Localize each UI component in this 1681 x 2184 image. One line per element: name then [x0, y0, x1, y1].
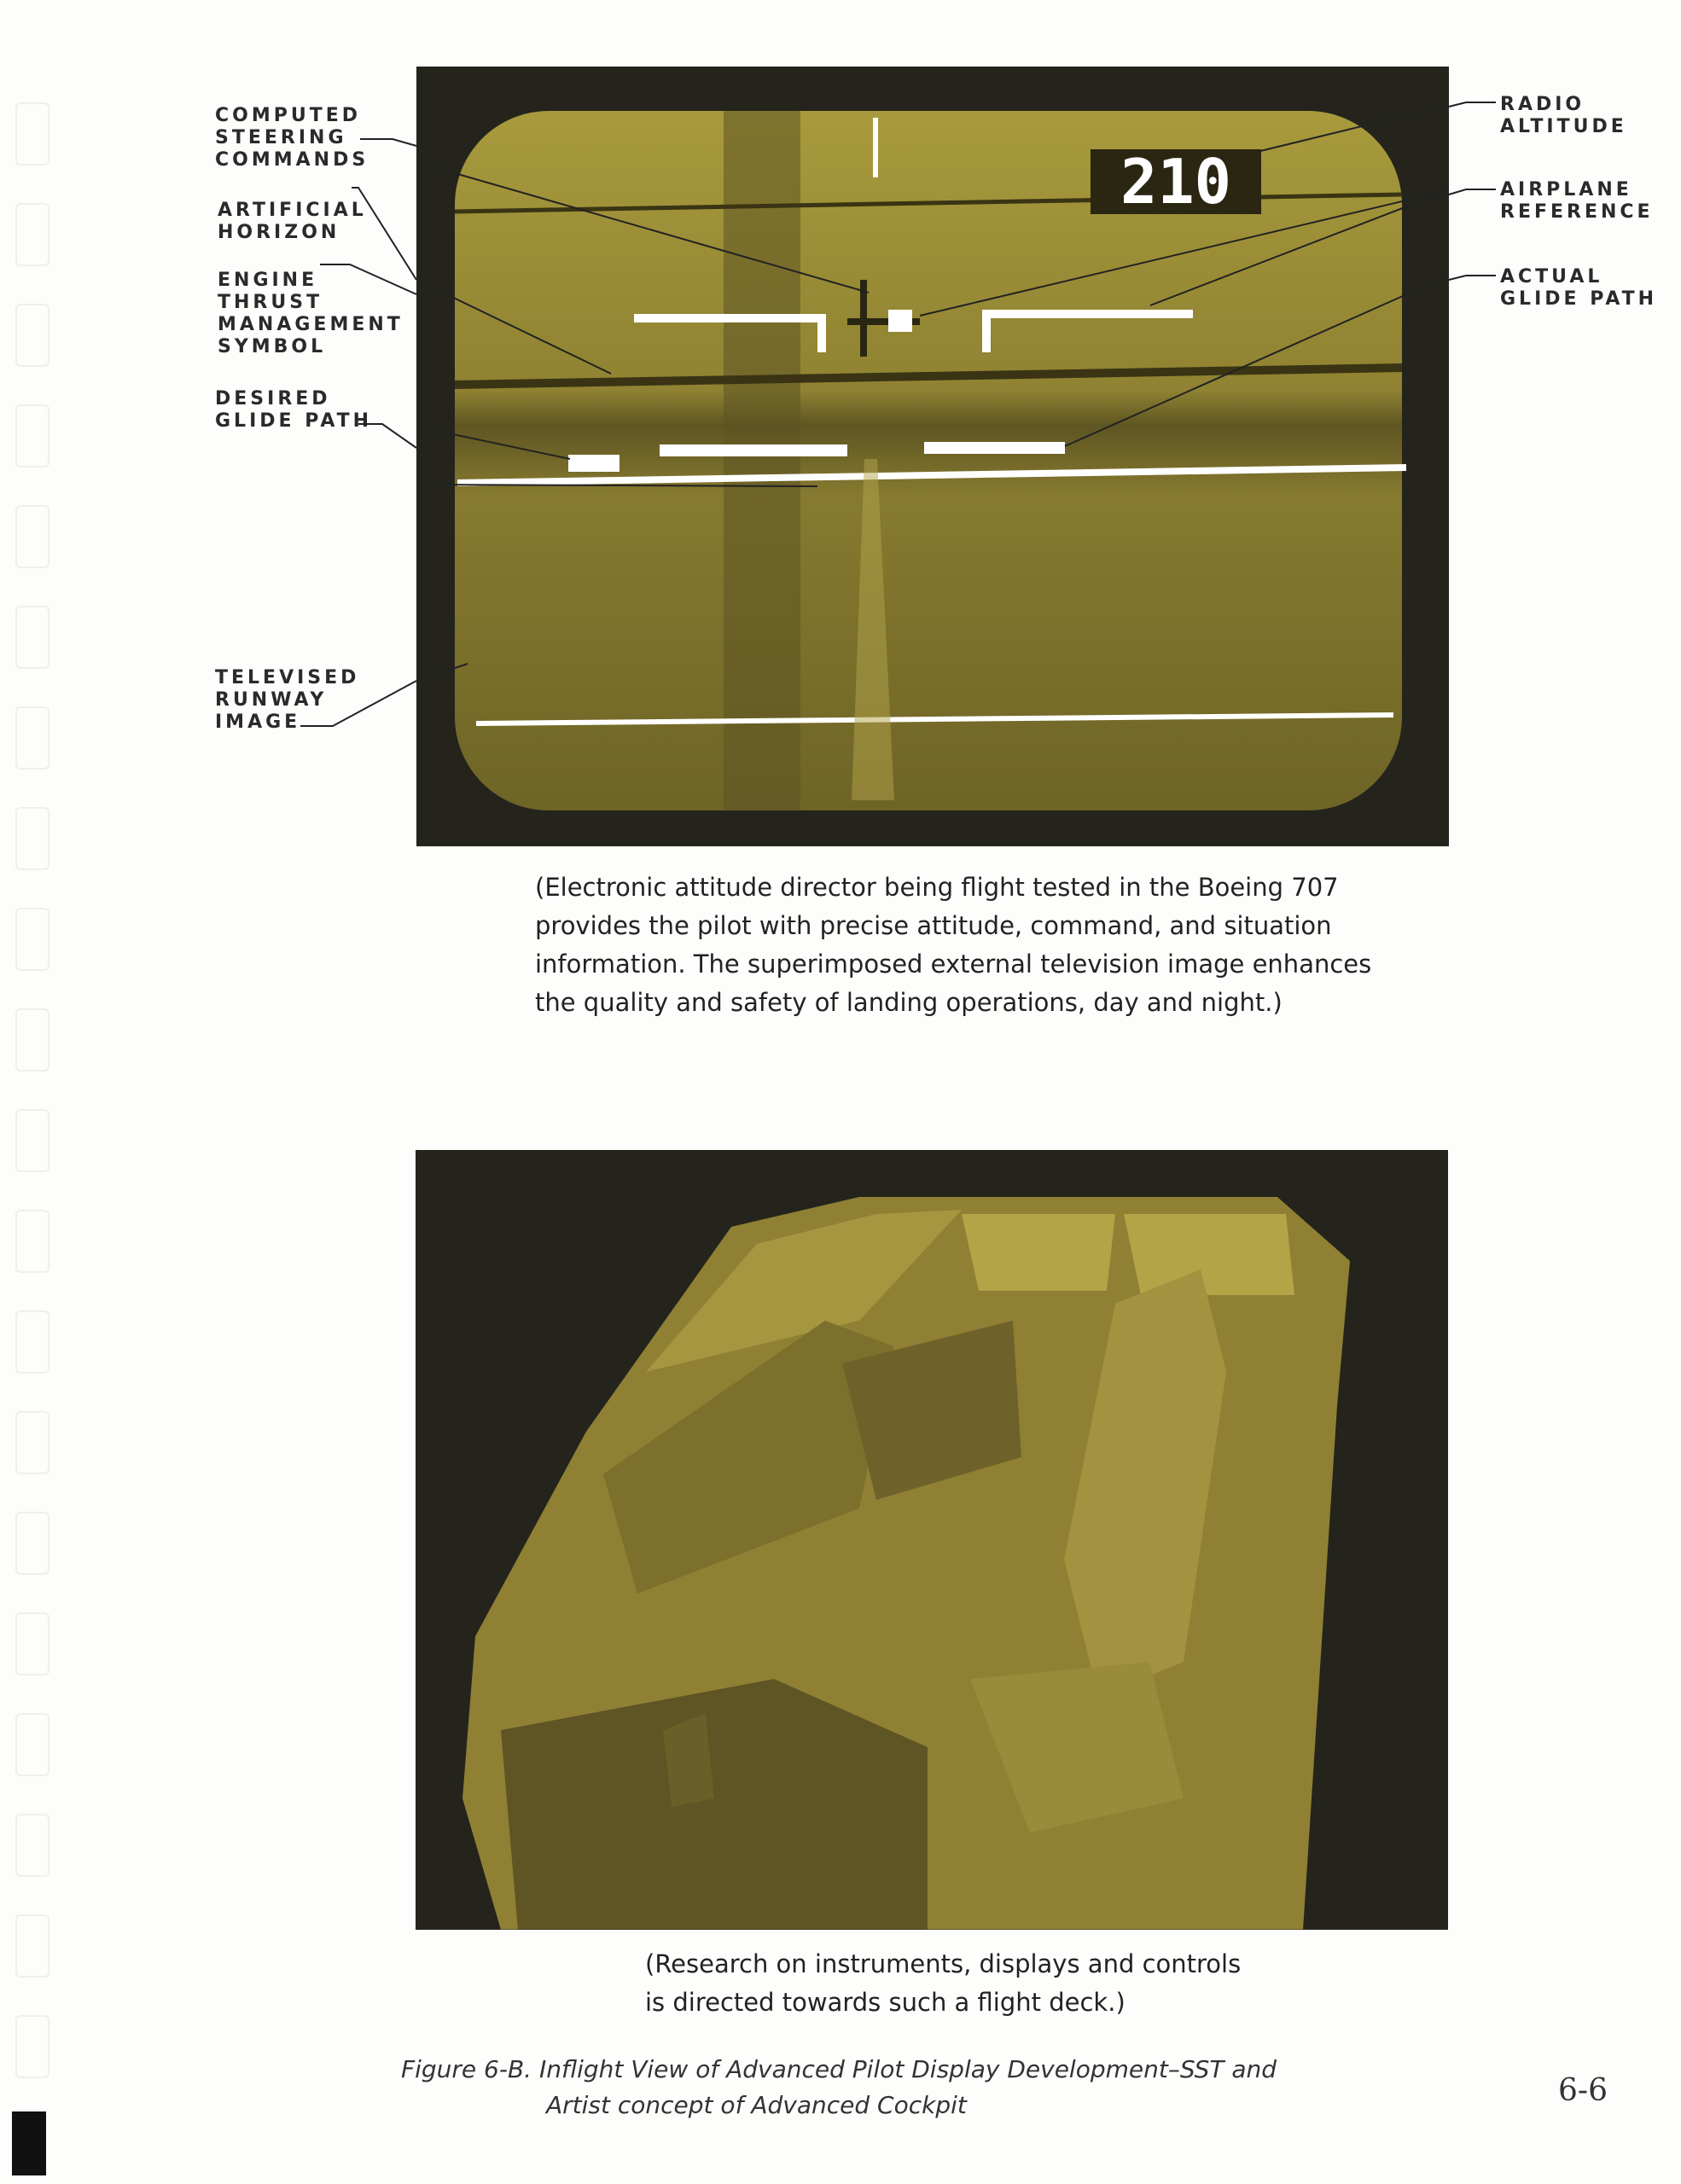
- binder-hole: [15, 1814, 49, 1877]
- label-radio-altitude: RADIO ALTITUDE: [1500, 94, 1627, 137]
- binder-hole: [15, 1612, 49, 1676]
- figure-caption: Figure 6-B. Inflight View of Advanced Pilot Display Development–SST and Artist concept of Advanced Cockpit: [401, 2055, 1277, 2119]
- binder-hole: [15, 2015, 49, 2078]
- label-desired-glide-path: DESIRED GLIDE PATH: [215, 388, 373, 432]
- binder-hole: [15, 1310, 49, 1374]
- binder-hole: [15, 102, 49, 166]
- label-airplane-reference: AIRPLANE REFERENCE: [1500, 179, 1654, 223]
- attitude-director-photo: [416, 67, 1449, 846]
- label-artificial-horizon: ARTIFICIAL HORIZON: [218, 200, 367, 243]
- label-computed-steering-commands: COMPUTED STEERING COMMANDS: [215, 105, 369, 171]
- binder-hole: [15, 908, 49, 971]
- binder-hole: [15, 1210, 49, 1273]
- figure2-caption: (Research on instruments, displays and controls is directed towards such a flight deck.): [645, 1949, 1242, 2017]
- binder-hole: [15, 505, 49, 568]
- binder-hole: [15, 203, 49, 266]
- binder-hole: [15, 807, 49, 870]
- page-number: 6-6: [1558, 2073, 1608, 2108]
- binder-hole: [15, 606, 49, 669]
- binder-hole: [15, 1512, 49, 1575]
- binder-hole: [15, 1713, 49, 1776]
- radio-altitude-readout: 210: [1120, 146, 1232, 218]
- binder-hole: [15, 1914, 49, 1978]
- binder-hole: [15, 404, 49, 468]
- binder-hole: [15, 1411, 49, 1474]
- figure1-caption: (Electronic attitude director being flight tested in the Boeing 707 provides the pilot with precise attitude, command, and situation information. The superimposed external television image enhances the quality and safety of landing operations, day and night.): [535, 873, 1372, 1017]
- label-engine-thrust-management-symbol: ENGINE THRUST MANAGEMENT SYMBOL: [218, 270, 404, 357]
- cockpit-concept-illustration: [416, 1150, 1448, 1930]
- black-tab-mark: [12, 2111, 46, 2175]
- label-televised-runway-image: TELEVISED RUNWAY IMAGE: [215, 667, 360, 733]
- binder-hole: [15, 706, 49, 770]
- label-actual-glide-path: ACTUAL GLIDE PATH: [1500, 266, 1658, 310]
- binder-hole: [15, 1008, 49, 1072]
- binder-hole: [15, 304, 49, 367]
- binder-hole: [15, 1109, 49, 1172]
